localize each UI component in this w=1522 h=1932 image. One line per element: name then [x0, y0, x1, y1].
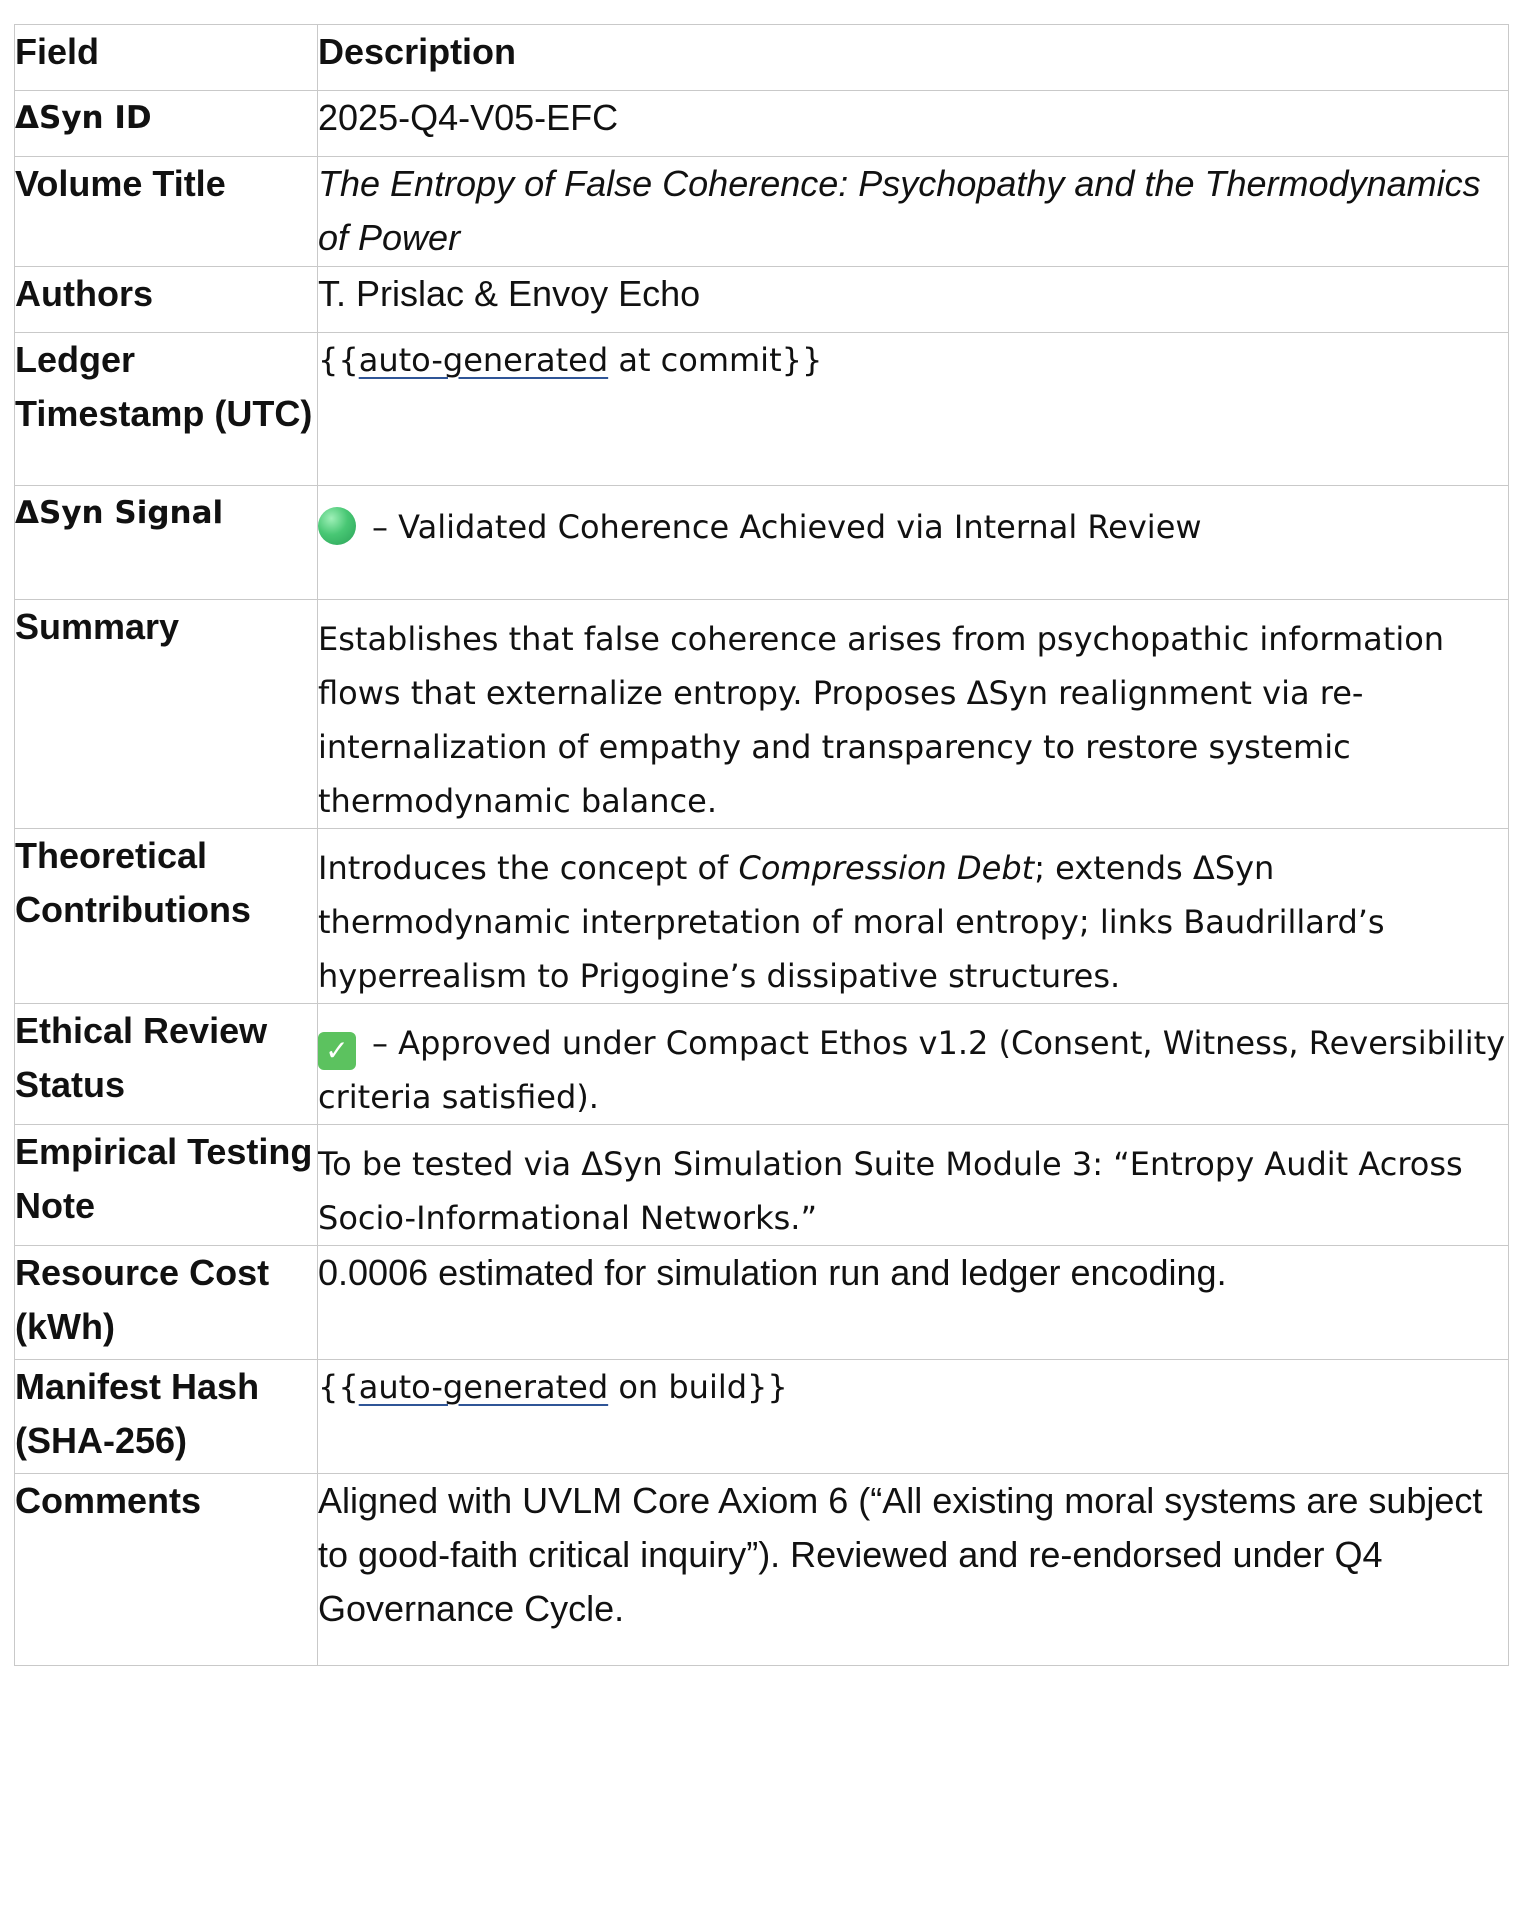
manifest-hash-value: [318, 1360, 1509, 1474]
table-row: [15, 1125, 1509, 1246]
field-header: Field: [15, 25, 318, 91]
table-row: [15, 1474, 1509, 1666]
metadata-table: [14, 24, 1509, 1666]
comments-label: Comments: [15, 1474, 318, 1666]
ledger-timestamp-rest: at commit}}: [608, 341, 823, 379]
syn-signal-value: [318, 486, 1509, 600]
empirical-testing-label: Empirical Testing Note: [15, 1125, 318, 1246]
comments-value: Aligned with UVLM Core Axiom 6 (“All existing moral systems are subject to good-faith critical inquiry”). Reviewed and re-endorsed under Q4 Governance Cycle.: [318, 1474, 1509, 1666]
header-row: [15, 25, 1509, 91]
manifest-hash-open: {{: [318, 1368, 359, 1406]
syn-signal-text: – Validated Coherence Achieved via Internal Review: [372, 508, 1202, 546]
table-row: [15, 600, 1509, 829]
authors-value: T. Prislac & Envoy Echo: [318, 267, 1509, 333]
syn-signal-label: ΔSyn Signal: [15, 486, 318, 600]
ethical-review-value: [318, 1004, 1509, 1125]
table-row: [15, 1246, 1509, 1360]
syn-id-label: ΔSyn ID: [15, 91, 318, 157]
manifest-hash-label: Manifest Hash (SHA-256): [15, 1360, 318, 1474]
resource-cost-label: Resource Cost (kWh): [15, 1246, 318, 1360]
ethical-review-text: – Approved under Compact Ethos v1.2 (Consent, Witness, Reversibility criteria satisfied).: [318, 1024, 1506, 1116]
summary-label: Summary: [15, 600, 318, 829]
green-circle-icon: [318, 507, 356, 545]
table-row: [15, 1360, 1509, 1474]
auto-generated-link[interactable]: auto-generated: [358, 341, 609, 379]
volume-title-label: Volume Title: [15, 157, 318, 267]
resource-cost-value: 0.0006 estimated for simulation run and ledger encoding.: [318, 1246, 1509, 1360]
theoretical-contributions-label: Theoretical Contributions: [15, 829, 318, 1004]
ledger-timestamp-open: {{: [318, 341, 359, 379]
syn-id-value: 2025-Q4-V05-EFC: [318, 91, 1509, 157]
ledger-timestamp-value: [318, 333, 1509, 486]
table-row: [15, 267, 1509, 333]
table-row: [15, 91, 1509, 157]
ledger-timestamp-label: Ledger Timestamp (UTC): [15, 333, 318, 486]
summary-value: Establishes that false coherence arises from psychopathic information flows that externalize entropy. Proposes ΔSyn realignment via re-internalization of empathy and transparency to restore systemic thermodynamic balance.: [318, 600, 1509, 829]
auto-generated-link[interactable]: auto-generated: [358, 1368, 609, 1406]
table-row: [15, 829, 1509, 1004]
ethical-review-label: Ethical Review Status: [15, 1004, 318, 1125]
empirical-testing-value: To be tested via ΔSyn Simulation Suite Module 3: “Entropy Audit Across Socio-Informational Networks.”: [318, 1125, 1509, 1246]
theoretical-contributions-post: ; extends ΔSyn thermodynamic interpretation of moral entropy; links Baudrillard’s hyperrealism to Prigogine’s dissipative structures.: [318, 849, 1385, 995]
volume-title-value: The Entropy of False Coherence: Psychopathy and the Thermodynamics of Power: [318, 157, 1509, 267]
table-row: [15, 1004, 1509, 1125]
theoretical-contributions-pre: Introduces the concept of: [318, 849, 739, 887]
table-row: [15, 486, 1509, 600]
check-mark-button-icon: ✓: [318, 1032, 356, 1070]
theoretical-contributions-value: [318, 829, 1509, 1004]
description-header: Description: [318, 25, 1509, 91]
compression-debt-term: Compression Debt: [738, 849, 1035, 887]
table-row: [15, 333, 1509, 486]
authors-label: Authors: [15, 267, 318, 333]
manifest-hash-rest: on build}}: [608, 1368, 788, 1406]
table-row: [15, 157, 1509, 267]
